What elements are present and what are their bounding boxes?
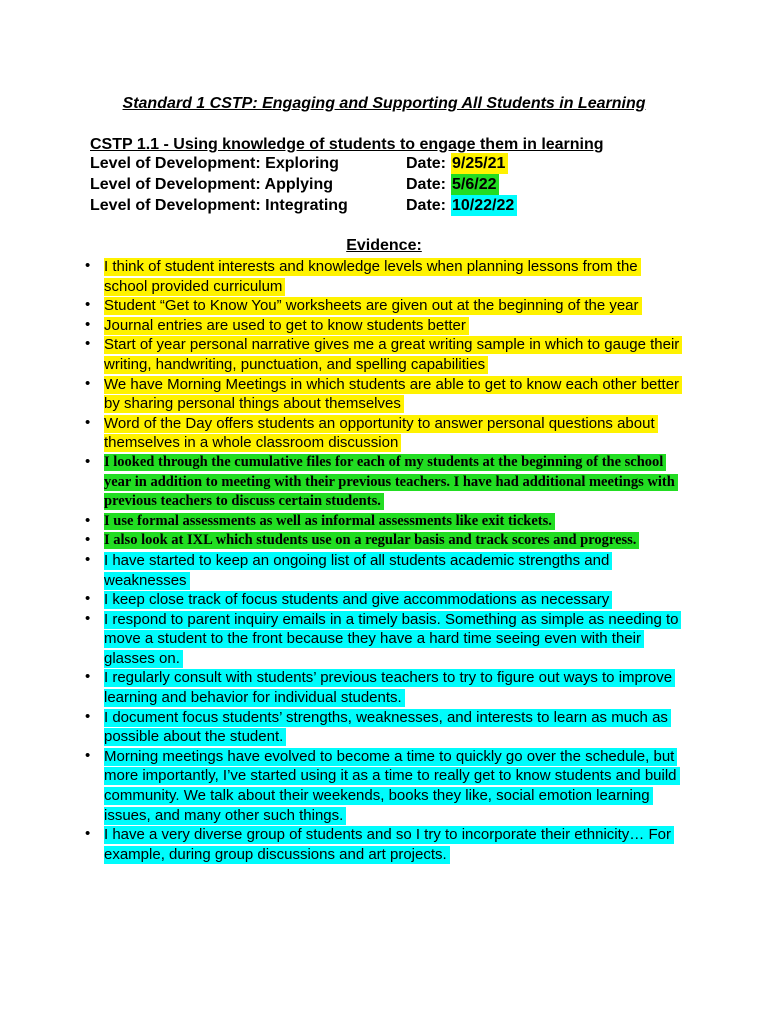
bullet-icon: • <box>85 335 91 353</box>
date-value: 9/25/21 <box>451 153 508 174</box>
evidence-item <box>85 414 685 453</box>
date-label: Date: <box>406 176 447 193</box>
evidence-text: I regularly consult with students’ previous teachers to try to figure out ways to improve learning and behavior for individual students. <box>104 669 675 707</box>
document-title: Standard 1 CSTP: Engaging and Supporting All Students in Learning <box>122 95 646 112</box>
evidence-item <box>85 453 685 512</box>
level-row-exploring <box>90 153 690 174</box>
evidence-item <box>85 335 685 374</box>
evidence-item <box>85 296 685 316</box>
evidence-item <box>85 708 685 747</box>
evidence-item <box>85 375 685 414</box>
evidence-item <box>85 551 685 590</box>
evidence-text: Start of year personal narrative gives me a great writing sample in which to gauge their writing, handwriting, punctuation, and spelling capabilities <box>104 336 682 374</box>
cstp-heading: CSTP 1.1 - Using knowledge of students to engage them in learning <box>90 136 604 153</box>
evidence-item <box>85 590 685 610</box>
evidence-item <box>85 512 685 532</box>
evidence-text: I think of student interests and knowledge levels when planning lessons from the school provided curriculum <box>104 258 641 296</box>
date-label: Date: <box>406 155 447 172</box>
date-value: 10/22/22 <box>451 195 517 216</box>
evidence-text: Journal entries are used to get to know students better <box>104 317 469 335</box>
evidence-item <box>85 668 685 707</box>
evidence-text: I also look at IXL which students use on a regular basis and track scores and progress. <box>104 532 639 549</box>
evidence-heading: Evidence: <box>346 237 422 254</box>
bullet-icon: • <box>85 296 91 314</box>
evidence-text: We have Morning Meetings in which students are able to get to know each other better by sharing personal things about themselves <box>104 376 682 414</box>
bullet-icon: • <box>85 531 91 549</box>
evidence-text: Student “Get to Know You” worksheets are given out at the beginning of the year <box>104 297 642 315</box>
bullet-icon: • <box>85 257 91 274</box>
evidence-text: Word of the Day offers students an opportunity to answer personal questions about themselves in a whole classroom discussion <box>104 415 658 453</box>
evidence-text: I document focus students’ strengths, weaknesses, and interests to learn as much as possible about the student. <box>104 709 671 747</box>
bullet-icon: • <box>85 315 91 333</box>
evidence-text: I use formal assessments as well as informal assessments like exit tickets. <box>104 513 555 530</box>
level-row-integrating <box>90 195 690 216</box>
evidence-list <box>85 257 685 864</box>
evidence-item <box>85 531 685 551</box>
evidence-text: I have started to keep an ongoing list of all students academic strengths and weaknesses <box>104 552 612 590</box>
evidence-text: I respond to parent inquiry emails in a timely basis. Something as simple as needing to move a student to the front because they have a hard time seeing even with their glasses on. <box>104 611 681 668</box>
bullet-icon: • <box>85 609 91 627</box>
bullet-icon: • <box>85 511 91 529</box>
bullet-icon: • <box>85 746 91 764</box>
date-value: 5/6/22 <box>451 174 499 195</box>
evidence-text: I have a very diverse group of students and so I try to incorporate their ethnicity… For example, during group discussions and art projects. <box>104 826 674 864</box>
level-label: Level of Development: Integrating <box>90 197 348 214</box>
level-label: Level of Development: Exploring <box>90 155 339 172</box>
evidence-item <box>85 257 685 296</box>
bullet-icon: • <box>85 550 91 568</box>
bullet-icon: • <box>85 707 91 725</box>
evidence-item <box>85 610 685 669</box>
evidence-text: I keep close track of focus students and give accommodations as necessary <box>104 591 612 609</box>
bullet-icon: • <box>85 825 91 843</box>
bullet-icon: • <box>85 590 91 608</box>
evidence-item <box>85 316 685 336</box>
evidence-text: Morning meetings have evolved to become a time to quickly go over the schedule, but more importantly, I’ve started using it as a time to really get to know students and build community. We talk about their weekends, books they like, social emotion learning issues, and many other such things. <box>104 748 680 825</box>
evidence-item <box>85 747 685 825</box>
bullet-icon: • <box>85 668 91 686</box>
bullet-icon: • <box>85 374 91 392</box>
bullet-icon: • <box>85 452 91 470</box>
evidence-text: I looked through the cumulative files for each of my students at the beginning of the school year in addition to meeting with their previous teachers. I have had additional meetings with previous teachers to discuss certain students. <box>104 454 678 510</box>
date-label: Date: <box>406 197 447 214</box>
evidence-item <box>85 825 685 864</box>
level-label: Level of Development: Applying <box>90 176 333 193</box>
level-row-applying <box>90 174 690 195</box>
bullet-icon: • <box>85 413 91 431</box>
